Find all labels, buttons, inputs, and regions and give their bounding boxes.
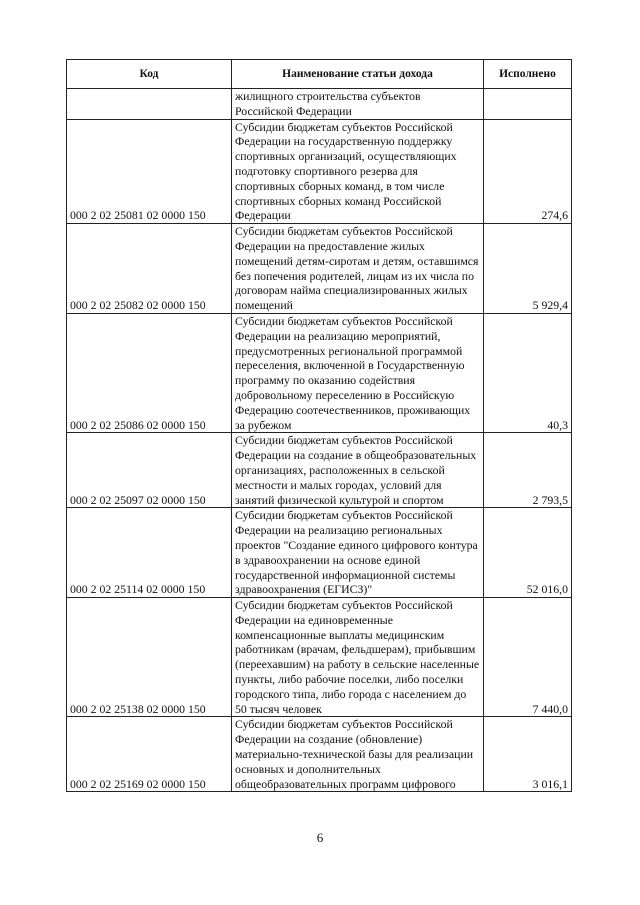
row-name: Субсидии бюджетам субъектов Российской Федерации на предоставление жилых помещений детям-сиротам и детям, оставшимся без попечения родителей, лицам из их числа по договорам найма специализированных жилых помещений [232, 224, 484, 314]
table-row [67, 224, 572, 314]
row-name: Субсидии бюджетам субъектов Российской Федерации на единовременные компенсационные выплаты медицинским работникам (врачам, фельдшерам), прибывшим (переехавшим) на работу в сельские населенные пункты, либо рабочие поселки, либо поселки городского типа, либо города с населением до 50 тысяч человек [232, 598, 484, 717]
row-code: 000 2 02 25086 02 0000 150 [67, 313, 232, 432]
row-executed: 40,3 [484, 313, 572, 432]
row-code: 000 2 02 25081 02 0000 150 [67, 119, 232, 224]
table-row [67, 508, 572, 598]
row-code: 000 2 02 25114 02 0000 150 [67, 508, 232, 598]
revenue-table [66, 59, 572, 792]
row-name: Субсидии бюджетам субъектов Российской Федерации на создание в общеобразовательных организациях, расположенных в сельской местности и малых городах, условий для занятий физической культурой и спортом [232, 433, 484, 508]
table-row [67, 119, 572, 224]
row-executed: 3 016,1 [484, 717, 572, 792]
table-header-row [67, 60, 572, 89]
row-name: Субсидии бюджетам субъектов Российской Федерации на государственную поддержку спортивных организаций, осуществляющих подготовку спортивного резерва для спортивных сборных команд, в том числе спортивных сборных команд Российской Федерации [232, 119, 484, 224]
row-name: жилищного строительства субъектов Российской Федерации [232, 89, 484, 120]
row-name: Субсидии бюджетам субъектов Российской Федерации на реализацию мероприятий, предусмотренных региональной программой переселения, включенной в Государственную программу по оказанию содействия добровольному переселению в Российскую Федерацию соотечественников, проживающих за рубежом [232, 313, 484, 432]
row-code: 000 2 02 25169 02 0000 150 [67, 717, 232, 792]
table-row [67, 89, 572, 120]
row-code: 000 2 02 25138 02 0000 150 [67, 598, 232, 717]
table-row [67, 433, 572, 508]
column-header-executed: Исполнено [484, 60, 572, 89]
row-code: 000 2 02 25097 02 0000 150 [67, 433, 232, 508]
row-executed: 5 929,4 [484, 224, 572, 314]
page-number: 6 [316, 830, 324, 845]
table-row [67, 717, 572, 792]
row-executed: 7 440,0 [484, 598, 572, 717]
row-name: Субсидии бюджетам субъектов Российской Федерации на создание (обновление) материально-технической базы для реализации основных и дополнительных общеобразовательных программ цифрового [232, 717, 484, 792]
column-header-code: Код [67, 60, 232, 89]
row-executed: 52 016,0 [484, 508, 572, 598]
row-code: 000 2 02 25082 02 0000 150 [67, 224, 232, 314]
row-name: Субсидии бюджетам субъектов Российской Федерации на реализацию региональных проектов "Создание единого цифрового контура в здравоохранении на основе единой государственной информационной системы здравоохранения (ЕГИСЗ)" [232, 508, 484, 598]
table-row [67, 313, 572, 432]
table-row [67, 598, 572, 717]
row-code [67, 89, 232, 120]
row-executed [484, 89, 572, 120]
row-executed: 2 793,5 [484, 433, 572, 508]
row-executed: 274,6 [484, 119, 572, 224]
column-header-name: Наименование статьи дохода [232, 60, 484, 89]
